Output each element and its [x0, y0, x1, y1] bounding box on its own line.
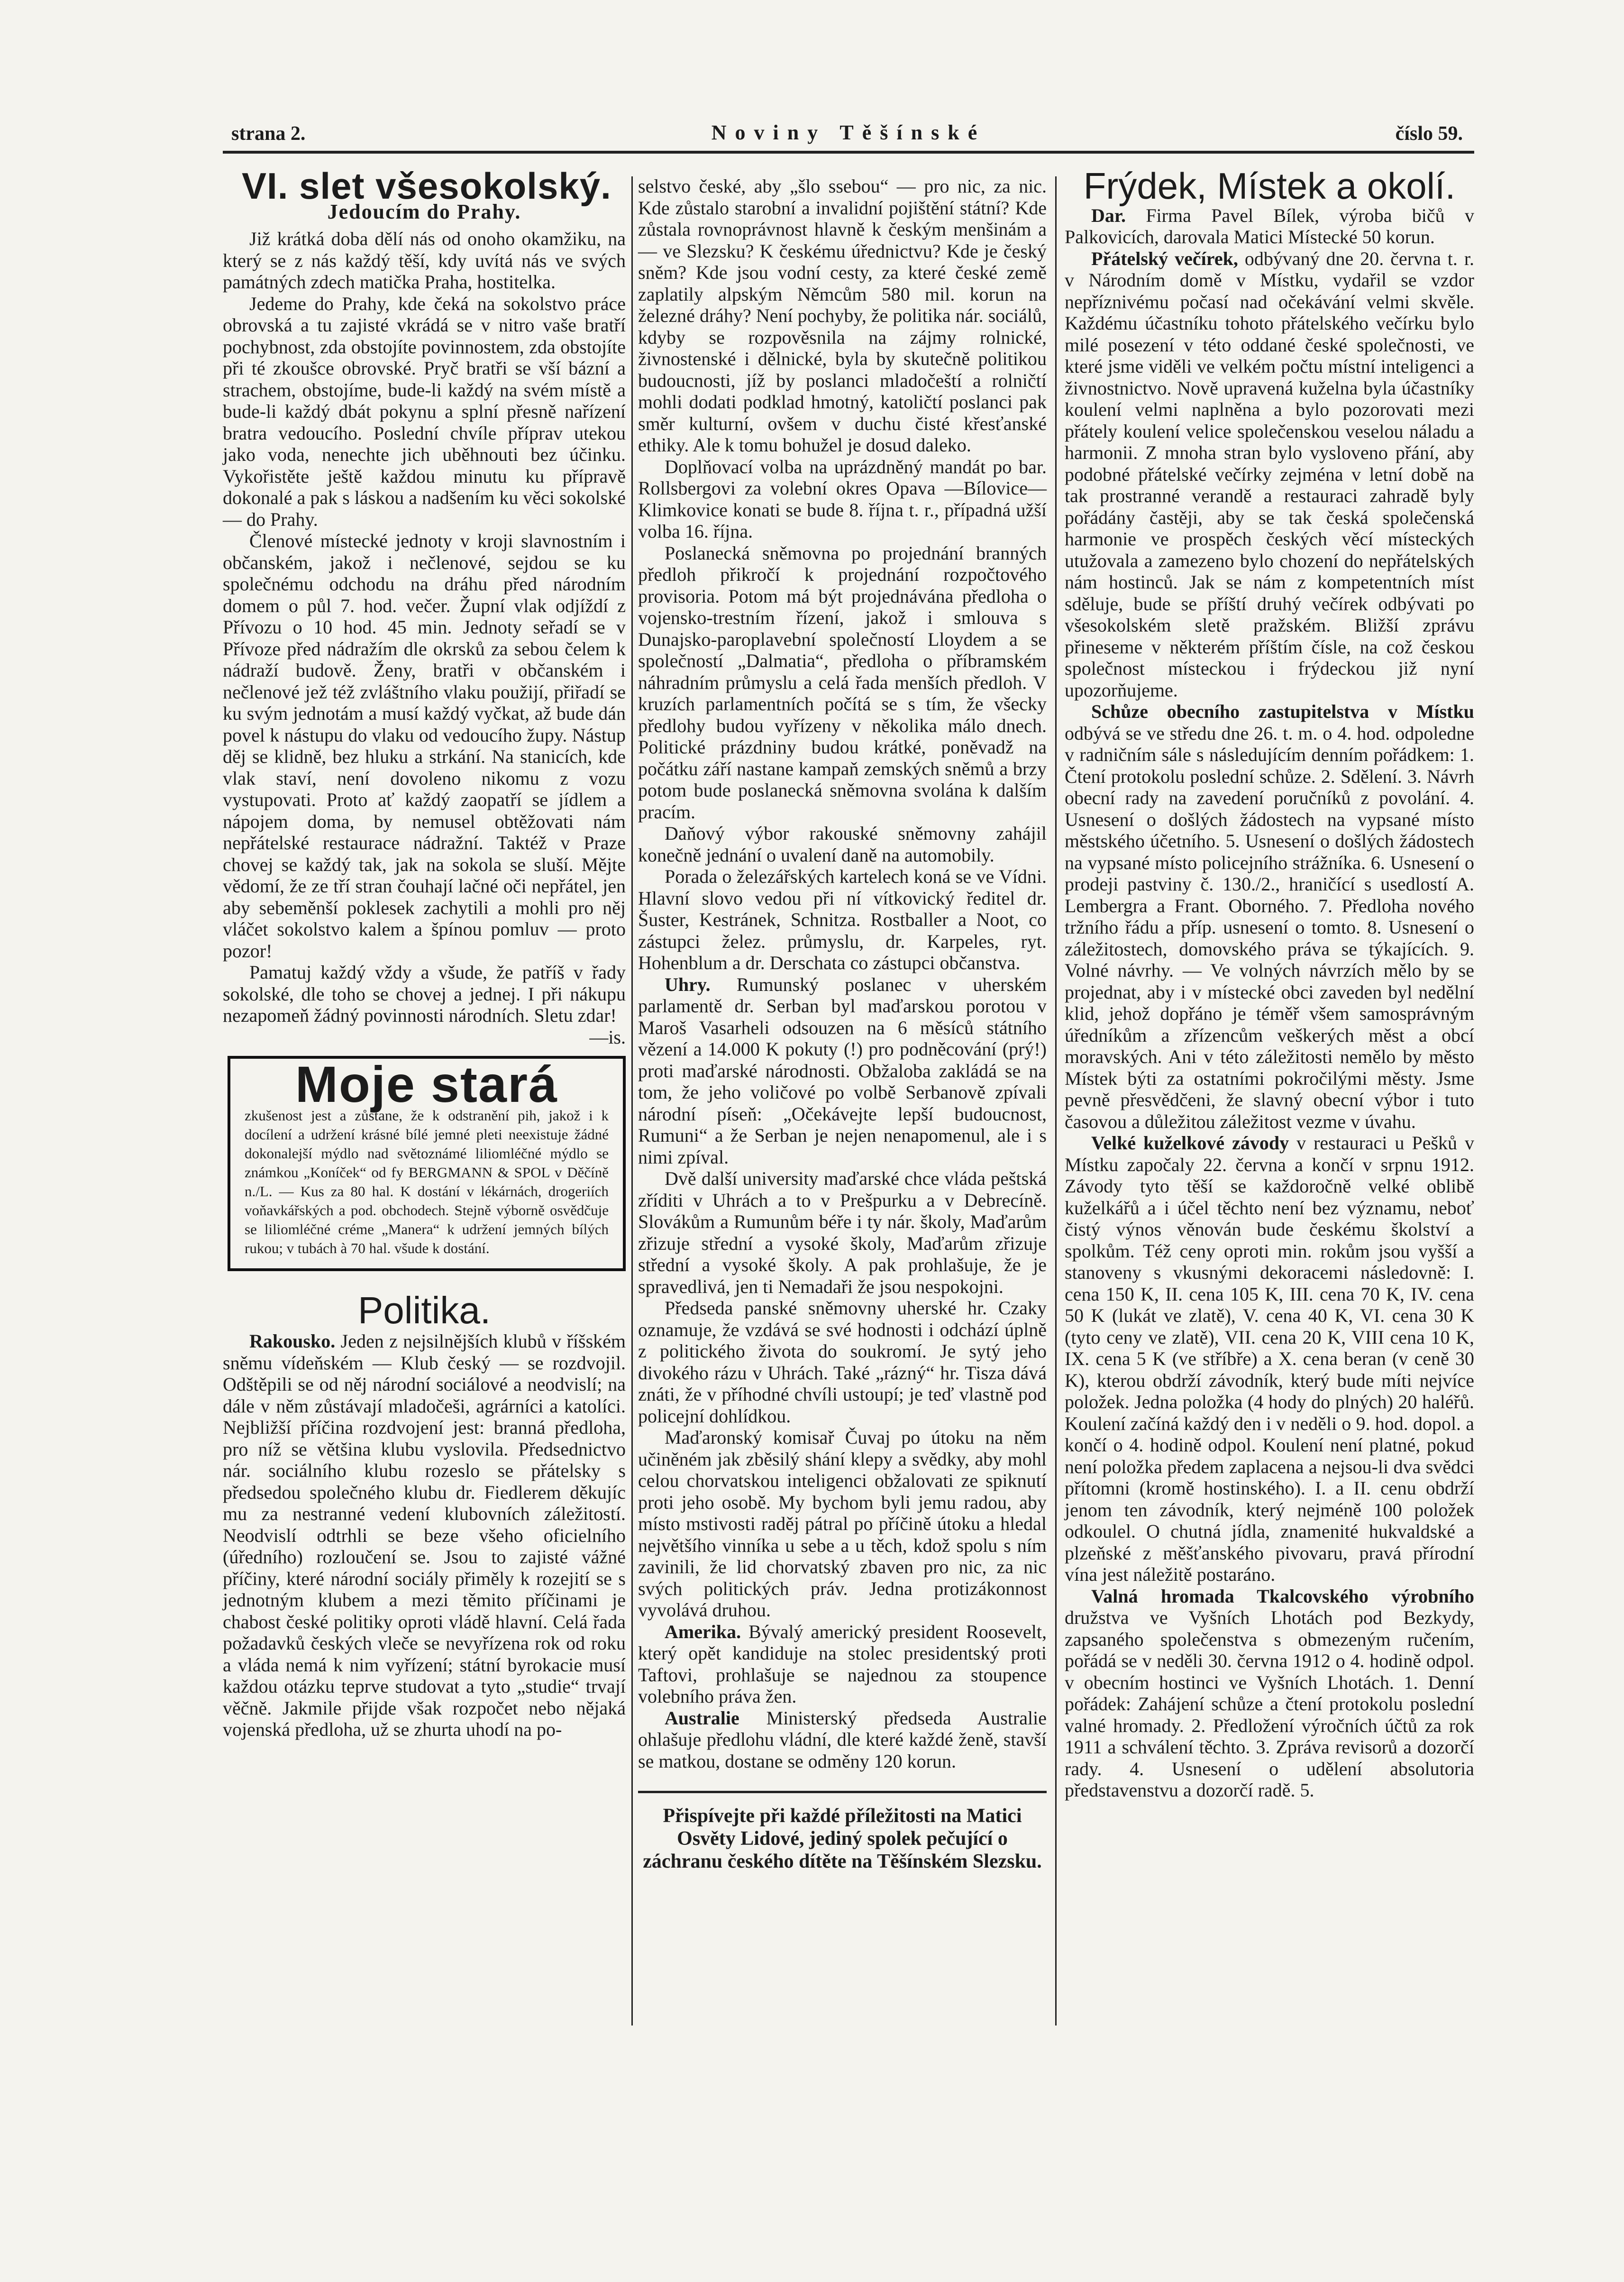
- paragraph: [1065, 1132, 1474, 1585]
- column-divider-2: [1055, 176, 1057, 2025]
- section-title-politika: Politika.: [357, 1289, 491, 1331]
- paragraph: [1065, 701, 1474, 1132]
- issue-number: číslo 59.: [1395, 123, 1463, 145]
- paragraph: Již krátká doba dělí nás od onoho okamžiku, na který se z nás každý těší, kdy uvítá nás ve svých památných zdech matička Praha, hostitelka.: [223, 228, 626, 293]
- paragraph: [223, 1330, 626, 1741]
- paragraph: [638, 1707, 1047, 1772]
- paragraph: [1065, 1585, 1474, 1801]
- paragraph: Poslanecká sněmovna po projednání branných předloh přikročí k projednání rozpočtového provisoria. Potom má být projednávána předloha o vojensko-trestním řízení, jakož i smlouva s Dunajsko-paroplavební společností Lloydem a se společností „Dalmatia“, předloha o příbramském náhradním průmyslu a celá řada menších předloh. V kruzích parlamentních počítá se s tím, že všecky předlohy budou vyřízeny v několika málo dnech. Politické prázdniny budou krátké, poněvadž na počátku září nastane kampaň zemských sněmů a brzy potom bude poslanecká sněmovna svolána k dalším pracím.: [638, 542, 1047, 823]
- column-divider-1: [631, 176, 633, 2025]
- paragraph-text: Firma Pavel Bílek, výroba bičů v Palkovicích, darovala Matici Místecké 50 korun.: [1065, 204, 1475, 247]
- lead-word: Amerika.: [665, 1621, 741, 1642]
- column-2: [638, 175, 1047, 1873]
- lead-word: Australie: [665, 1707, 739, 1729]
- lead-word: Valná hromada Tkalcovského výrobního: [1091, 1585, 1474, 1607]
- section-title-frydek: Frýdek, Místek a okolí.: [1083, 165, 1456, 207]
- signature: —is.: [589, 1026, 626, 1048]
- lead-word: Přátelský večírek,: [1091, 247, 1238, 269]
- lead-word: Uhry.: [665, 973, 711, 995]
- appeal-note: Přispívejte při každé příležitosti na Matici Osvěty Lidové, jediný spolek pečující o záchranu českého dítěte na Těšínském Slezsku.: [638, 1791, 1047, 1873]
- header-rule: [223, 151, 1474, 154]
- page-header: [223, 114, 1474, 152]
- lead-word: Rakousko.: [249, 1330, 336, 1352]
- lead-word: Velké kuželkové závody: [1091, 1132, 1289, 1154]
- article-subtitle: Jedoucím do Prahy.: [327, 200, 521, 223]
- advertisement-title: Moje stará: [295, 1055, 558, 1113]
- lead-word: Dar.: [1091, 204, 1126, 226]
- paragraph-text: odbývá se ve středu dne 26. t. m. o 4. hod. odpoledne v radničním sále s následujícím denním pořádkem: 1. Čtení protokolu poslední schůze. 2. Sdělení. 3. Návrh obecní rady na zavedení poručníků z povolání. 4. Usnesení o došlých žádostech na vypsané místo městského účetního. 5. Usnesení o došlých žádostech na vypsané místo policejního strážníka. 6. Usnesení o prodeji pastviny č. 130./2., hraničící s usedlostí A. Lembergra a Frant. Oborného. 7. Předloha nového tržního řádu a příp. usnesení o tomto. 8. Usnesení o záležitostech, domovského práva se týkajících. 9. Volné návrhy. — Ve volných návrzích mělo by se projednat, aby i v místecké obci zaveden byl nedělní klid, jehož dopřáno je téměř všem samosprávným úředníkům a zřízencům veškerých měst a obcí moravských. Ani v této záležitosti nemělo by město Místek býti za ostatními pokročilými městy. Jsme pevně přesvědčeni, že slavný obecní výbor i tuto časovou a důležitou záležitost vezme v úvahu.: [1065, 722, 1474, 1132]
- lead-word: Schůze obecního zastupitelstva v Místku: [1091, 701, 1474, 722]
- paragraph-text: Jeden z nejsilnějších klubů v říšském sněmu vídeňském — Klub český — se rozdvojil. Odštěpili se od něj národní sociálové a neodvislí; na dále v něm zůstávají mladočeši, agrárníci a katolíci. Nejbližší příčina rozdvojení jest: branná předloha, pro níž se většina klubu vyslovila. Předsednictvo nár. sociálního klubu rozeslo se přátelsky s předsedou společného klubu dr. Fiedlerem děkujíc mu za nestranné vedení klubovních záležitostí. Neodvislí odtrhli se beze všeho oficielního (úředního) rozloučení se. Jsou to zajisté vážné příčiny, které národní sociály přiměly k rozejití se s jednotným klubem a mezi těmito příčinami je chabost české politiky oproti vládě hlavní. Celá řada požadavků českých vleče se nevyřízena rok od roku a vláda nemá k nim vyřízení; státní byrokacie musí každou otázku teprve studovat a tyto „studie“ trvají věčně. Jakmile přijde však rozpočet nebo nějaká vojenská předloha, už se zhurta uhodí na po-: [223, 1330, 626, 1740]
- paragraph: Daňový výbor rakouské sněmovny zahájil konečně jednání o uvalení daně na automobily.: [638, 823, 1047, 866]
- paragraph: Dvě další university maďarské chce vláda peštská zříditi v Uhrách a to v Prešpurku a v Debrecíně. Slovákům a Rumunům béře i ty nár. školy, Maďarům zřizuje střední a vysoké školy, Maďarům zřizuje střední a vysoké školy. A pak prohlašuje, že je spravedlivá, jen ti Nemadaři že jsou nespokojni.: [638, 1168, 1047, 1297]
- paragraph: selstvo české, aby „šlo ssebou“ — pro nic, za nic. Kde zůstalo starobní a invalidní pojištění státní? Kde zůstala rovnoprávnost hlavně k českým menšinám a — ve Slezsku? K českému úřednictvu? Kde je český sněm? Kde jsou vodní cesty, za které české země zaplatily alpským Němcům 580 mil. korun na železné dráhy? Není pochyby, že politika nár. sociálů, kdyby se rozpověsnila na zájmy rolnické, živnostenské i dělnické, byla by skutečně politikou budoucnosti, jíž by poslanci mladočeští a rolničtí mohli dodati podklad hmotný, katoličtí poslanci pak směr kulturní, ovšem v duchu čisté křesťanské ethiky. Ale k tomu bohužel je dosud daleko.: [638, 175, 1047, 456]
- paragraph: Předseda panské sněmovny uherské hr. Czaky oznamuje, že vzdává se své hodnosti i odchází úplně z politického života do soukromí. Je sytý jeho divokého rázu v Uhrách. Také „rázný“ hr. Tisza dává znáti, že v příhodné chvíli ustoupí; je teď vlastně pod policejní dohlídkou.: [638, 1297, 1047, 1427]
- paragraph: Doplňovací volba na uprázdněný mandát po bar. Rollsbergovi za volební okres Opava —Bílovice—Klimkovice konati se bude 8. října t. r., případná užší volba 16. října.: [638, 456, 1047, 542]
- advertisement-text: zkušenost jest a zůstane, že k odstranění pih, jakož i k docílení a udržení krásné bílé jemné pleti neexistuje žádné dokonalejší mýdlo nad světoznámé liliomléčné mýdlo se známkou „Koníček“ od fy BERGMANN & SPOL v Děčíně n./L. — Kus za 80 hal. K dostání v lékárnách, drogeriích voňavkářských a pod. obchodech. Stejně výborně osvědčuje se liliomléčné créme „Manera“ k udržení jemných bílých rukou; v tubách à 70 hal. všude k dostání.: [245, 1107, 609, 1256]
- paragraph: Jedeme do Prahy, kde čeká na sokolstvo práce obrovská a tu zajisté vkrádá se v nitro vaše bratří pochybnost, zda obstojíte povinnostem, zda obstojíte při té zkoušce obrovské. Pryč bratři se vší bázní a strachem, obstojíme, bude-li každý na svém místě a bude-li každý dbát pokynu a splní přesně nařízení bratra vedoucího. Poslední chvíle příprav utekou jako voda, nenechte jich uběhnouti bez účinku. Vykořistěte ještě každou minutu ku přípravě dokonalé a pak s láskou a nadšením ku věci sokolské — do Prahy.: [223, 293, 626, 530]
- paragraph-text: Bývalý americký president Roosevelt, který opět kandiduje na stolec presidentský proti Taftovi, prohlašuje se najednou za stoupence volebního práva žen.: [638, 1621, 1047, 1707]
- paragraph: Členové místecké jednoty v kroji slavnostním i občanském, jakož i nečlenové, sejdou se ku společnému odchodu na dráhu před národním domem o půl 7. hod. večer. Župní vlak odjíždí z Přívozu o 10 hod. 45 min. Jednoty seřadí se v Přívoze před nádražím dle okrsků za sebou čelem k nádraží budově. Ženy, bratři v občanském i nečlenové jež též zvláštního vlaku použijí, přiřadí se ku svým jednotám a musí každý vyčkat, až bude dán povel k nástupu do vlaku od vedoucího župy. Nástup děj se klidně, bez hluku a strkání. Na stanicích, kde vlak staví, není dovoleno nikomu z vozu vystupovati. Proto ať každý zaopatří se jídlem a nápojem doma, by nemusel obtěžovati nám nepřátelské restaurace nádražní. Taktéž v Praze chovej se každý tak, jak na sokola se sluší. Mějte vědomí, že ze tří stran čouhají lačné oči nepřátel, jen aby sebeměnší poklesek zachytili a mohli pro něj vláčet sokolstvo kalem a špínou pomluv — proto pozor!: [223, 530, 626, 962]
- paragraph: [1065, 205, 1474, 248]
- column-1: [223, 165, 626, 1741]
- advertisement-box: [228, 1056, 626, 1271]
- paragraph-text: družstva ve Vyšních Lhotách pod Bezkydy, zapsaného společenstva s obmezeným ručením, pořádá se v neděli 30. června 1912 o 4. hodině odpol. v obecním hostinci ve Vyšních Lhotách. 1. Denní pořádek: Zahájení schůze a čtení protokolu poslední valné hromady. 2. Předložení výročních účtů za rok 1911 a schválení těchto. 3. Zpráva revisorů a dozorčí rady. 4. Usnesení o udělení absolutoria představenstvu a dozorčí radě. 5.: [1065, 1607, 1474, 1801]
- paragraph: Porada o železářských kartelech koná se ve Vídni. Hlavní slovo vedou při ní vítkovický ředitel dr. Šuster, Kestránek, Schnitza. Rostballer a Noot, co zástupci želez. průmyslu, dr. Karpeles, ryt. Hohenblum a dr. Derschata co zástupci občanstva.: [638, 866, 1047, 973]
- paragraph-text: v restauraci u Pešků v Místku započaly 22. června a končí v srpnu 1912. Závody tyto těší se každoročně velké oblibě kuželkářů a i účel těchto není bez významu, neboť čistý výnos věnován bude českému školství a spolkům. Též ceny oproti min. rokům jsou vyšší a stanoveny s vkusnými dekoracemi následovně: I. cena 150 K, II. cena 105 K, III. cena 70 K, IV. cena 50 K (lukát ve zlatě), V. cena 40 K, VI. cena 30 K (tyto ceny ve zlatě), VII. cena 20 K, VIII cena 10 K, IX. cena 5 K (ve stříbře) a X. cena beran (v ceně 30 K), kterou obdrží závodník, který bude míti nejvíce položek. Jedna položka (4 hody do plných) 20 haléřů. Koulení začíná každý den i v neděli o 9. hod. dopol. a končí o 4. hodině odpol. Koulení není platné, pokud není položka předem zaplacena a nejsou-li dva svědci přítomni (kromě hostinského). I. a II. cenu obdrží jenom ten závodník, který nejméně 100 položek odkoulel. O chutná jídla, znamenité hukvaldské a plzeňské z měšťanského pivovaru, pravá přírodní vína jest náležitě postaráno.: [1065, 1132, 1474, 1585]
- paragraph: Maďaronský komisař Čuvaj po útoku na něm učiněném jak zběsilý shání klepy a svědky, aby mohl celou chorvatskou inteligenci obžalovati ze spiknutí proti jeho osobě. My bychom byli jemu radou, aby místo mstivosti raděj pátral po příčině útoku a hledal největšího vinníka u sebe a u těch, kdož spolu s ním zavinili, že lid chorvatský zbaven pro nic, za nic svých politických práv. Jedna protizákonnost vyvolává druhou.: [638, 1427, 1047, 1621]
- article-title-slet: VI. slet všesokolský.: [242, 165, 611, 207]
- paragraph: [638, 1621, 1047, 1707]
- newspaper-name: Noviny Těšínské: [711, 121, 986, 144]
- page-number: strana 2.: [231, 123, 306, 145]
- paragraph: [638, 974, 1047, 1168]
- column-3: [1065, 165, 1475, 1801]
- paragraph-text: Rumunský poslanec v uherském parlamentě dr. Serban byl maďarskou porotou v Maroš Vasarheli odsouzen na 6 měsíců státního vězení a 14.000 K pokuty (!) pro podněcování (prý!) proti maďarské národnosti. Obžaloba zakládá se na tom, že jeho voličové po volbě Serbanově zpívali národní píseň: „Očekávejte lepší budoucnost, Rumuni“ a že Serban je nejen nenapomenul, ale i s nimi zpíval.: [638, 973, 1047, 1168]
- paragraph: [223, 962, 626, 1048]
- paragraph-text: Ministerský předseda Australie ohlašuje předlohu vládní, dle které každé ženě, stavší se matkou, dostane se odměny 120 korun.: [638, 1707, 1047, 1772]
- paragraph-text: Pamatuj každý vždy a všude, že patříš v řady sokolské, dle toho se chovej a jednej. I při nákupu nezapomeň žádný povinnosti národních. Sletu zdar!: [223, 962, 626, 1026]
- paragraph: [1065, 248, 1474, 701]
- paragraph-text: odbývaný dne 20. června t. r. v Národním domě v Místku, vydařil se vzdor nepříznivému počasí nad očekávání velmi skvěle. Každému účastníku tohoto přátelského večírku bylo milé posezení v této oddané české společnosti, ve které jsme viděli ve velkém počtu místní inteligenci a živnostnictvo. Nově upravená kuželna byla účastníky koulení velmi naplněna a bylo pozorovati mezi přátely koulení velice společenskou veselou náladu a harmonii. Z mnoha stran bylo vysloveno přání, aby podobné přátelské večírky zejména v letní době na tak prostranné verandě a restauraci zahradě byly pořádány častěji, aby se tak česká společenská harmonie ve prospěch českých věcí místeckých utužovala a zamezeno bylo chození do nepřátelských nám hostinců. Jak se nám z kompetentních míst sděluje, bude se příští druhý večírek odbývati po všesokolském sletě pražském. Bližší zprávu přineseme v některém příštím čísle, na což českou společnost místeckou i frýdeckou již nyní upozorňujeme.: [1065, 247, 1475, 701]
